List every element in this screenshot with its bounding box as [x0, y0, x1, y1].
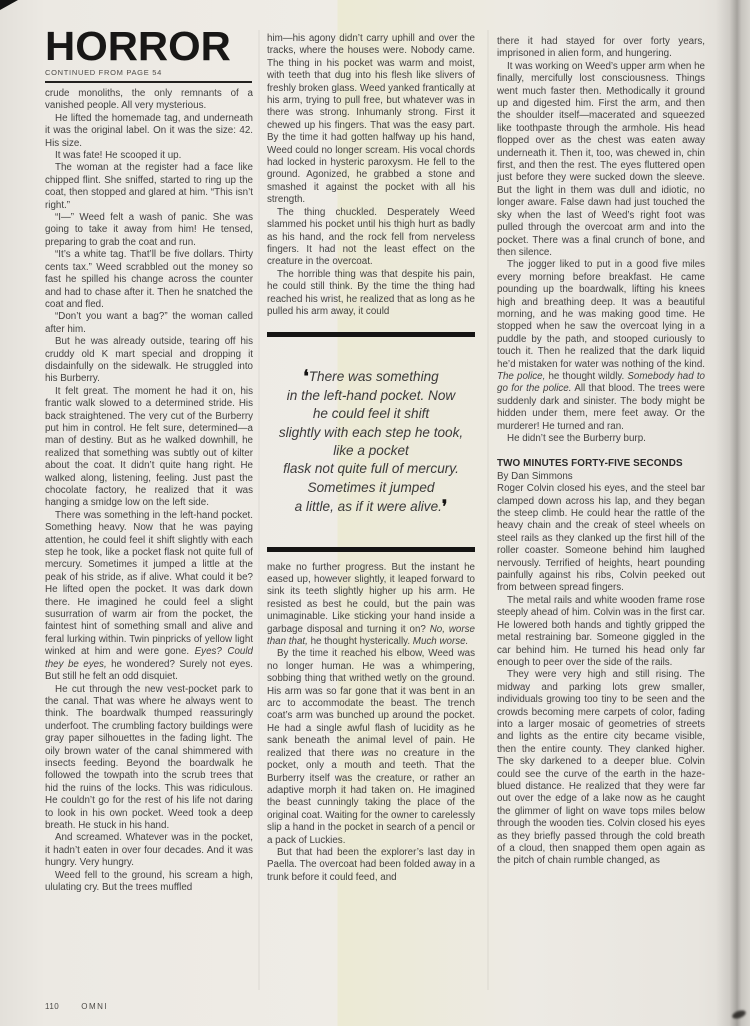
paragraph: He lifted the homemade tag, and underneath it was the original label. On it was the size: 42. His size. — [45, 112, 253, 149]
paragraph: The metal rails and white wooden frame rose steeply ahead of him. Colvin was in the first car. He lowered both hands and tightly gripped the metal restraining bar. Someone giggled in the car behind him. He turned his head only far enough to peer over the side of the rails. — [497, 594, 705, 668]
header-rule — [45, 81, 252, 83]
paragraph: there it had stayed for over forty years, imprisoned in alien form, and hungering. — [497, 36, 705, 60]
column-gutter — [258, 30, 260, 990]
pull-quote-rule-bottom — [267, 547, 475, 552]
pull-quote — [267, 332, 475, 551]
continued-from-note: CONTINUED FROM PAGE 54 — [45, 68, 162, 77]
paragraph: The woman at the register had a face like chipped flint. She sniffed, started to ring up the coat, then stopped and glared at him. “This isn’t right.” — [45, 162, 253, 211]
page-footer — [45, 1002, 108, 1011]
story-heading: TWO MINUTES FORTY-FIVE SECONDS — [497, 458, 683, 470]
paragraph: “I—” Weed felt a wash of panic. She was going to take it away from him! He tensed, preparing to grab the coat and run. — [45, 212, 253, 248]
paragraph: him—his agony didn’t carry uphill and over the tracks, where the houses were. Nobody came. The thing in his pocket was warm and moist, with teeth that dug into his flesh like slivers of freshly broken glass. Weed yanked frantically at his arm, trying to pull free, but whatever was in there was strong. Inhumanly strong. First it chewed up his fingers. That was the easy part. By the time it had gotten halfway up his hand, Weed could no longer scream. His vocal chords had locked in hysteric paroxysm. He fell to the ground. Agonized, he grabbed a stone and smashed it against the pocket with all his strength. — [267, 33, 475, 206]
paragraph: But that had been the explorer’s last day in Paella. The overcoat had been folded away in a trunk before it could feed, and — [267, 846, 475, 883]
paragraph: The jogger liked to put in a good five miles every morning before breakfast. He came pounding up the boardwalk, lifting his knees high and breathing deep. It was a beautiful morning, and he was making good time. He stopped when he saw the overcoat lying in a puddle by the path, and stooped curiously to touch it. Then he realized that the dark liquid he’d mistaken for water was nothing of the kind. The police, he thought wildly. Somebody had to go for the police. All that blood. The trees were suddenly dark and sinister. The body might be hidden under them, mere feet away. Or the murderer! He turned and ran. — [497, 259, 705, 432]
paragraph: He didn’t see the Burberry burp. — [507, 433, 646, 444]
text-column-1 — [45, 88, 253, 998]
paragraph: There was something in the left-hand pocket. Something heavy. Now that he was paying attention, he could feel it shift slightly with each step he took, like a pocket flask not quite full of mercury. Sometimes it jumped a little at the peak of his stride, as if alive. What could it be? He lifted open the pocket. It was dark down there. He imagined he could feel a slight susurration of warm air from the pocket, the faintest hint of something small and alive and feral lurking within. Twin pinpricks of yellow light winked at him and were gone. Eyes? Could they be eyes, he wondered? Surely not eyes. But still he felt an odd disquiet. — [45, 509, 253, 683]
article-header — [45, 23, 252, 83]
close-quote-ornament: ❜ — [441, 497, 448, 517]
magazine-name: OMNI — [81, 1002, 109, 1011]
open-quote-ornament: ❛ — [303, 367, 309, 387]
scan-corner-artifact — [0, 0, 18, 10]
paragraph: The thing chuckled. Desperately Weed slammed his pocket until his thigh hurt as badly as his hand, and the rock fell from nerveless fingers. It had not the least effect on the creature in the overcoat. — [267, 206, 475, 268]
text-column-2 — [267, 33, 475, 995]
paragraph: He cut through the new vest-pocket park to the canal. That was where he always went to think. The boardwalk thumped reassuringly underfoot. The crumbling factory buildings were gray paper silhouettes in the fading light. The oily brown water of the canal shimmered with insects feeding. Beyond the boardwalk he followed the towpath into the scrub trees that hid the ruins of the locks. This was ridiculous. He couldn’t go for the rest of his life not daring to look in his own pocket. Weed took a deep breath. He stuck in his hand. — [45, 683, 253, 831]
paragraph: “It’s a white tag. That’ll be five dollars. Thirty cents tax.” Weed scrabbled out the money so fast he spilled his change across the counter and had to chase after it. Then he snatched the coat and fled. — [45, 249, 253, 310]
pull-quote-text: ❛There was something in the left-hand pocket. Now he could feel it shift slightly with each step he took, like a pocket flask not quite full of mercury. Sometimes it jumped a little, as if it were alive.❜ — [278, 367, 464, 517]
story-byline: By Dan Simmons — [497, 470, 573, 482]
paragraph: They were very high and still rising. The midway and parking lots grew smaller, individuals growing too tiny to be seen and the crowds becoming mere carpets of color, fading into a larger mosaic of geometries of streets and lights as the entire city became visible, then the entire county. They clanked higher. The sky darkened to a deeper blue. Colvin could see the curve of the earth in the haze-blued distance. He realized that they were far out over the edge of a lake now as he caught the glimmer of light on wave tops miles below through the wooden ties. Colvin closed his eyes as they briefly passed through the cold breath of a cloud, then snapped them open again as the pitch of chain rumble changed, as — [497, 669, 705, 867]
paragraph: But he was already outside, tearing off his cruddy old K mart special and dropping it disdainfully on the sidewalk. He struggled into his Burberry. — [45, 336, 253, 385]
paragraph: Roger Colvin closed his eyes, and the steel bar clamped down across his lap, and they began the steep climb. He could hear the rattle of the heavy chain and the creak of steel wheels on steel rails as they clanked up the first hill of the roller coaster. Someone behind him laughed nervously. Terrified of heights, heart pounding painfully against his ribs, Colvin peeked out from between spread fingers. — [497, 483, 705, 594]
paragraph: crude monoliths, the only remnants of a vanished people. All very mysterious. — [45, 88, 253, 112]
scan-edge-shadow — [716, 0, 750, 1026]
column-gutter — [487, 30, 489, 990]
paragraph: “Don’t you want a bag?” the woman called after him. — [45, 311, 253, 335]
text-column-3 — [497, 36, 705, 1008]
page-number: 110 — [45, 1002, 60, 1011]
paragraph: Weed fell to the ground, his scream a high, ululating cry. But the trees muffled — [45, 869, 253, 893]
paragraph: It was fate! He scooped it up. — [55, 150, 182, 162]
paragraph: It was working on Weed’s upper arm when he finally, mercifully lost consciousness. Things went much faster then. Methodically it ground up and digested him. First the arm, and then the shoulder itself—macerated and squeezed like toothpaste through the armhole. His head flopped over as the chest was eaten away underneath it. Then it, too, was chewed in, chin first, and then the rest. The eyes fluttered open just before they were sucked down the sleeve. But the light in them was dull and idiotic, no longer aware. False dawn had just touched the sky when the last of Weed’s right foot was pulled through the overcoat arm and into the pocket. There was a final crunch of bone, and then silence. — [497, 60, 705, 258]
paragraph: The horrible thing was that despite his pain, he could still think. By the time the thing had reached his wrist, he realized that as long as he pulled his arm away, it could — [267, 268, 475, 317]
paragraph: It felt great. The moment he had it on, his frantic walk slowed to a determined stride. His back straightened. The very cut of the Burberry put him in control. He felt sure, determined—a man of destiny. But as he walked downhill, he realized that something was subtly out of kilter about the coat. It didn’t quite hang right. He walked along, listening, feeling. Just past the chocolate factory, he realized that it was hanging a smidge low on the left side. — [45, 385, 253, 509]
paragraph: And screamed. Whatever was in the pocket, it hadn’t eaten in over four decades. And it was hungry. Very hungry. — [45, 832, 253, 869]
paragraph: make no further progress. But the instant he eased up, however slightly, it leaped forward to sink its teeth slightly higher up his arm. He resisted as best he could, but the pain was unimaginable. Like sticking your hand inside a garbage disposal and turning it on? No, worse than that, he thought hysterically. Much worse. — [267, 561, 475, 648]
section-title: HORROR — [45, 23, 231, 69]
paragraph: By the time it reached his elbow, Weed was no longer human. He was a whimpering, sobbing thing that writhed wetly on the ground. His arm was so far gone that it was bent in an arc to accommodate the beast. The trench coat’s arm was bunched up around the pocket. He had a single awful flash of lucidity as he sank beneath the animal level of pain. He realized that there was no creature in the pocket, only a mouth and teeth. That the Burberry itself was the creature, or rather an adaptive morph it had taken on. He imagined the beast cunningly taking the place of the original coat. Waiting for the owner to carelessly slip a hand in the pocket in search of a pencil or a pack of Luckies. — [267, 648, 475, 846]
